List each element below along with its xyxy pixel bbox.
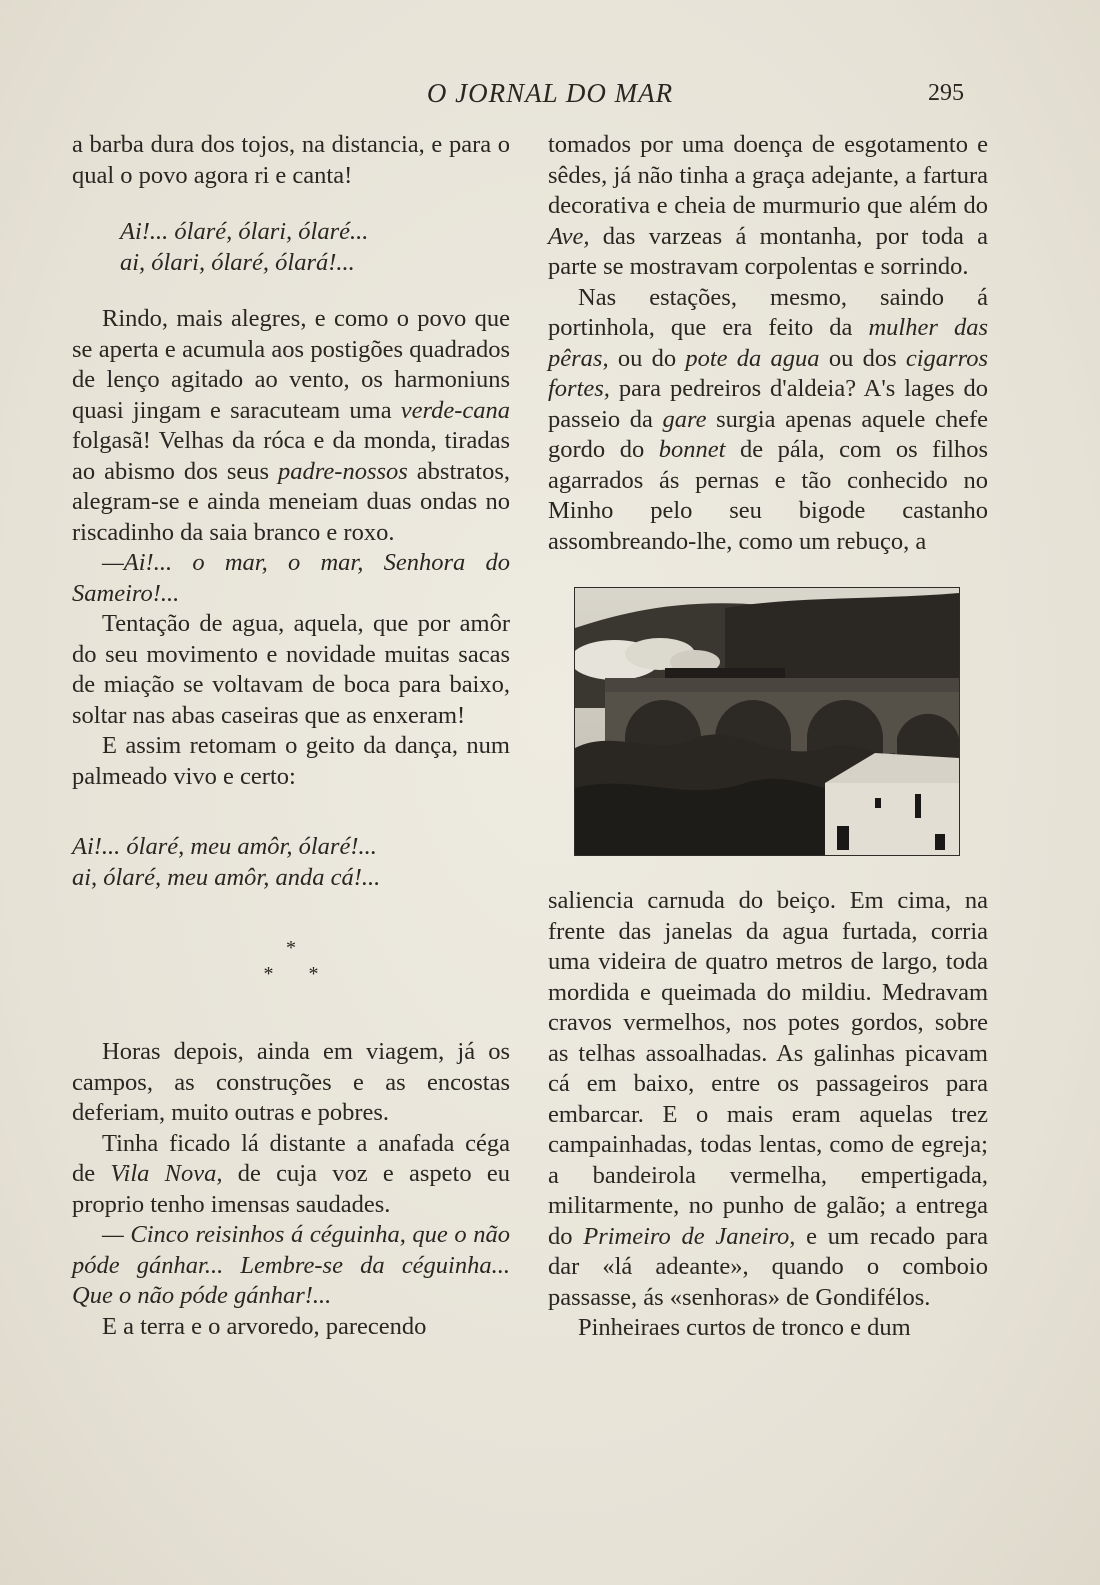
asterism-bottom: * * <box>263 963 319 985</box>
italic-term: cigarros fortes, <box>548 344 989 402</box>
italic-term: Vila Nova, <box>110 1160 223 1187</box>
verse-line: Ai!... ólaré, meu amôr, ólaré!... <box>72 833 377 860</box>
paragraph-quote: — Cinco reisinhos á céguinha, que o não póde gánhar... Lembre-se da céguinha... Que o não póde gánhar!... <box>72 1221 510 1309</box>
italic-term: pote da agua <box>685 344 820 372</box>
left-column <box>72 130 510 1342</box>
paragraph: tomados por uma doença de esgotamento e sêdes, já não tinha a graça adejante, a fartura decorativa e cheia de murmurio que além do Ave, das varzeas á montanha, por toda a parte se mostravam corpolentas e sorrindo. <box>548 131 988 280</box>
verse-line: ai, ólaré, meu amôr, anda cá!... <box>72 863 381 891</box>
paragraph: Tentação de agua, aquela, que por amôr do seu movimento e novidade muitas sacas de miação se voltavam de boca para baixo, soltar nas abas caseiras que as enxeram! <box>72 610 510 729</box>
paragraph: Horas depois, ainda em viagem, já os campos, as construções e as encostas deferiam, muito outras e pobres. <box>72 1038 510 1126</box>
paragraph: E assim retomam o geito da dança, num palmeado vivo e certo: <box>72 732 510 790</box>
right-column <box>548 130 988 1344</box>
page-number: 295 <box>928 80 964 106</box>
paragraph-exclamation: —Ai!... o mar, o mar, Senhora do Sameiro!... <box>72 549 510 607</box>
verse-block <box>72 217 510 278</box>
section-break-asterism <box>72 935 510 987</box>
running-header-title: O JORNAL DO MAR <box>426 78 674 108</box>
verse-block <box>72 832 510 893</box>
paragraph: E a terra e o arvoredo, parecendo <box>102 1312 427 1340</box>
italic-term: verde-cana <box>400 396 510 424</box>
italic-term: mulher das pêras, <box>548 314 988 372</box>
paragraph: Pinheiraes curtos de tronco e dum <box>578 1314 911 1341</box>
italic-term: bonnet <box>658 436 726 463</box>
paragraph: Tinha ficado lá distante a anafada céga de Vila Nova, de cuja voz e aspeto eu proprio tenho imensas saudades. <box>72 1129 510 1218</box>
paragraph: Rindo, mais alegres, e como o povo que se aperta e acumula aos postigões quadrados de lenço agitado ao vento, os harmoniuns quasi jingam e saracuteam uma verde-cana folgasã! Velhas da róca e da monda, tiradas ao abismo dos seus padre-nossos abstratos, alegram-se e ainda meneiam duas ondas no riscadinho da saia branco e roxo. <box>72 305 511 546</box>
paragraph: saliencia carnuda do beiço. Em cima, na frente das janelas da agua furtada, corria uma videira de quatro metros de largo, toda mordida e queimada do mildiu. Medravam cravos vermelhos, nos potes gordos, sobre as telhas assoalhadas. As galinhas picavam cá em baixo, entre os passageiros para embarcar. E o mais eram aquelas trez campainhadas, todas lentas, como de egreja; a bandeirola vermelha, empertigada, militarmente, no punho de galão; a entrega do Primeiro de Janeiro, e um recado para dar «lá adeante», quando o comboio passasse, ás «senhoras» de Gondifélos. <box>548 887 988 1311</box>
paragraph: Nas estações, mesmo, saindo á portinhola, que era feito da mulher das pêras, ou do pote da agua ou dos cigarros fortes, para pedreiros d'aldeia? A's lages do passeio da gare surgia apenas aquele chefe gordo do bonnet de pála, com os filhos agarrados ás pernas e tão conhecido no Minho pelo seu bigode castanho assombreando-lhe, como um rebuço, a <box>548 283 989 555</box>
asterism-top: * <box>286 937 296 959</box>
italic-term: Ave, <box>548 222 590 250</box>
verse-line: Ai!... ólaré, ólari, ólaré... <box>120 218 369 245</box>
italic-term: padre-nossos <box>278 457 408 485</box>
verse-line: ai, ólari, ólaré, ólará!... <box>120 248 355 276</box>
paragraph: a barba dura dos tojos, na distancia, e para o qual o povo agora ri e canta! <box>72 131 510 189</box>
italic-term: Primeiro de Janeiro, <box>583 1222 796 1250</box>
italic-term: gare <box>662 405 707 433</box>
railway-viaduct-photo <box>574 587 960 856</box>
